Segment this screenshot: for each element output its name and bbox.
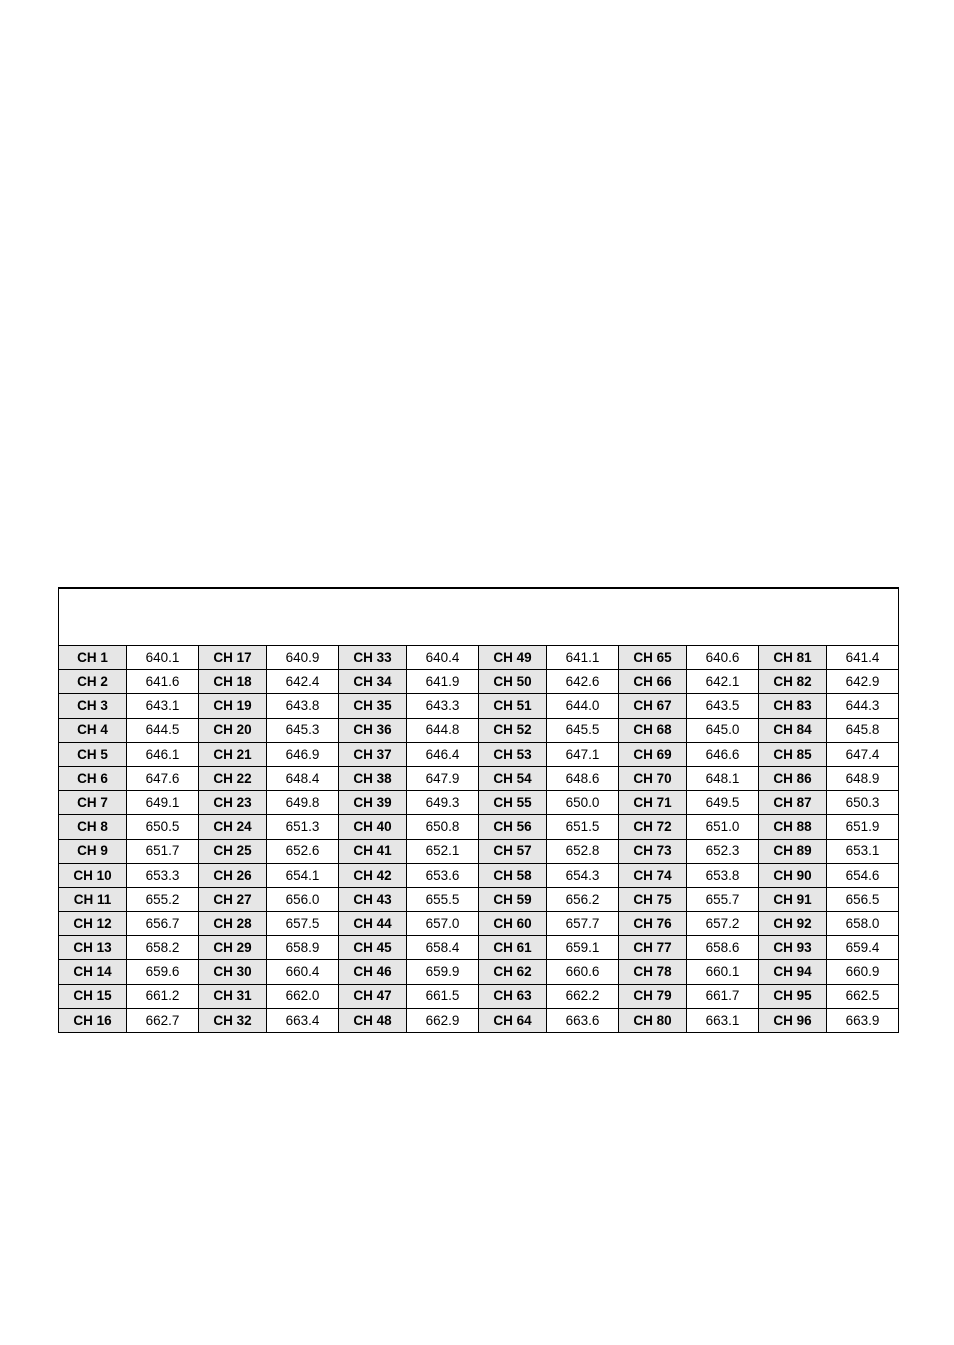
- frequency-value-cell: 655.2: [127, 887, 199, 911]
- frequency-value-cell: 662.5: [827, 984, 899, 1008]
- channel-label-cell: CH 19: [199, 694, 267, 718]
- frequency-value-cell: 661.7: [687, 984, 759, 1008]
- frequency-value-cell: 643.1: [127, 694, 199, 718]
- channel-label-cell: CH 13: [59, 936, 127, 960]
- frequency-value-cell: 656.5: [827, 887, 899, 911]
- frequency-value-cell: 655.7: [687, 887, 759, 911]
- channel-label-cell: CH 60: [479, 912, 547, 936]
- channel-label-cell: CH 66: [619, 670, 687, 694]
- frequency-value-cell: 660.1: [687, 960, 759, 984]
- frequency-value-cell: 640.4: [407, 646, 479, 670]
- table-row: [59, 670, 899, 694]
- channel-label-cell: CH 63: [479, 984, 547, 1008]
- frequency-value-cell: 647.1: [547, 742, 619, 766]
- frequency-value-cell: 650.3: [827, 791, 899, 815]
- frequency-value-cell: 645.3: [267, 718, 339, 742]
- channel-label-cell: CH 3: [59, 694, 127, 718]
- channel-label-cell: CH 20: [199, 718, 267, 742]
- frequency-value-cell: 643.3: [407, 694, 479, 718]
- channel-label-cell: CH 37: [339, 742, 407, 766]
- frequency-value-cell: 660.9: [827, 960, 899, 984]
- channel-label-cell: CH 11: [59, 887, 127, 911]
- channel-label-cell: CH 56: [479, 815, 547, 839]
- channel-label-cell: CH 68: [619, 718, 687, 742]
- frequency-value-cell: 663.9: [827, 1008, 899, 1032]
- channel-label-cell: CH 50: [479, 670, 547, 694]
- channel-label-cell: CH 25: [199, 839, 267, 863]
- frequency-value-cell: 651.3: [267, 815, 339, 839]
- table-row: [59, 1008, 899, 1032]
- channel-label-cell: CH 79: [619, 984, 687, 1008]
- frequency-value-cell: 656.2: [547, 887, 619, 911]
- frequency-value-cell: 659.6: [127, 960, 199, 984]
- channel-label-cell: CH 93: [759, 936, 827, 960]
- frequency-value-cell: 654.1: [267, 863, 339, 887]
- frequency-value-cell: 657.5: [267, 912, 339, 936]
- table-row: [59, 646, 899, 670]
- table-row: [59, 984, 899, 1008]
- channel-label-cell: CH 75: [619, 887, 687, 911]
- channel-label-cell: CH 83: [759, 694, 827, 718]
- frequency-value-cell: 663.1: [687, 1008, 759, 1032]
- frequency-value-cell: 648.9: [827, 766, 899, 790]
- table-row: [59, 960, 899, 984]
- frequency-value-cell: 644.8: [407, 718, 479, 742]
- frequency-value-cell: 657.2: [687, 912, 759, 936]
- channel-label-cell: CH 36: [339, 718, 407, 742]
- frequency-value-cell: 652.6: [267, 839, 339, 863]
- frequency-value-cell: 644.5: [127, 718, 199, 742]
- frequency-value-cell: 641.4: [827, 646, 899, 670]
- channel-label-cell: CH 18: [199, 670, 267, 694]
- frequency-value-cell: 653.3: [127, 863, 199, 887]
- channel-label-cell: CH 57: [479, 839, 547, 863]
- channel-label-cell: CH 81: [759, 646, 827, 670]
- frequency-value-cell: 651.5: [547, 815, 619, 839]
- frequency-value-cell: 640.9: [267, 646, 339, 670]
- frequency-value-cell: 649.1: [127, 791, 199, 815]
- channel-label-cell: CH 29: [199, 936, 267, 960]
- channel-label-cell: CH 49: [479, 646, 547, 670]
- frequency-value-cell: 662.0: [267, 984, 339, 1008]
- frequency-value-cell: 659.1: [547, 936, 619, 960]
- frequency-value-cell: 658.9: [267, 936, 339, 960]
- channel-label-cell: CH 51: [479, 694, 547, 718]
- channel-label-cell: CH 47: [339, 984, 407, 1008]
- frequency-value-cell: 640.1: [127, 646, 199, 670]
- channel-label-cell: CH 96: [759, 1008, 827, 1032]
- frequency-value-cell: 649.5: [687, 791, 759, 815]
- channel-label-cell: CH 23: [199, 791, 267, 815]
- channel-label-cell: CH 14: [59, 960, 127, 984]
- channel-label-cell: CH 84: [759, 718, 827, 742]
- channel-label-cell: CH 42: [339, 863, 407, 887]
- frequency-value-cell: 655.5: [407, 887, 479, 911]
- frequency-value-cell: 663.4: [267, 1008, 339, 1032]
- channel-label-cell: CH 27: [199, 887, 267, 911]
- channel-label-cell: CH 85: [759, 742, 827, 766]
- table-row: [59, 839, 899, 863]
- frequency-value-cell: 651.9: [827, 815, 899, 839]
- frequency-value-cell: 646.9: [267, 742, 339, 766]
- channel-label-cell: CH 45: [339, 936, 407, 960]
- frequency-value-cell: 643.8: [267, 694, 339, 718]
- channel-label-cell: CH 44: [339, 912, 407, 936]
- channel-label-cell: CH 90: [759, 863, 827, 887]
- channel-label-cell: CH 22: [199, 766, 267, 790]
- frequency-value-cell: 648.6: [547, 766, 619, 790]
- frequency-value-cell: 651.0: [687, 815, 759, 839]
- channel-label-cell: CH 94: [759, 960, 827, 984]
- channel-label-cell: CH 43: [339, 887, 407, 911]
- channel-label-cell: CH 67: [619, 694, 687, 718]
- channel-label-cell: CH 89: [759, 839, 827, 863]
- frequency-value-cell: 662.2: [547, 984, 619, 1008]
- channel-label-cell: CH 92: [759, 912, 827, 936]
- frequency-value-cell: 648.4: [267, 766, 339, 790]
- frequency-value-cell: 662.7: [127, 1008, 199, 1032]
- frequency-value-cell: 656.7: [127, 912, 199, 936]
- frequency-value-cell: 657.7: [547, 912, 619, 936]
- channel-label-cell: CH 8: [59, 815, 127, 839]
- table-row: [59, 791, 899, 815]
- channel-label-cell: CH 65: [619, 646, 687, 670]
- frequency-value-cell: 647.6: [127, 766, 199, 790]
- channel-label-cell: CH 72: [619, 815, 687, 839]
- channel-label-cell: CH 77: [619, 936, 687, 960]
- frequency-value-cell: 662.9: [407, 1008, 479, 1032]
- channel-label-cell: CH 86: [759, 766, 827, 790]
- frequency-value-cell: 649.3: [407, 791, 479, 815]
- frequency-value-cell: 658.6: [687, 936, 759, 960]
- channel-frequency-table: [58, 587, 899, 1033]
- table-row: [59, 912, 899, 936]
- channel-frequency-table-container: [58, 587, 897, 1033]
- channel-label-cell: CH 91: [759, 887, 827, 911]
- channel-label-cell: CH 88: [759, 815, 827, 839]
- frequency-value-cell: 659.4: [827, 936, 899, 960]
- frequency-value-cell: 663.6: [547, 1008, 619, 1032]
- frequency-value-cell: 652.8: [547, 839, 619, 863]
- frequency-value-cell: 661.2: [127, 984, 199, 1008]
- channel-label-cell: CH 7: [59, 791, 127, 815]
- frequency-value-cell: 660.4: [267, 960, 339, 984]
- channel-label-cell: CH 5: [59, 742, 127, 766]
- channel-label-cell: CH 30: [199, 960, 267, 984]
- channel-label-cell: CH 59: [479, 887, 547, 911]
- frequency-value-cell: 652.3: [687, 839, 759, 863]
- frequency-value-cell: 642.1: [687, 670, 759, 694]
- frequency-value-cell: 642.9: [827, 670, 899, 694]
- frequency-value-cell: 643.5: [687, 694, 759, 718]
- frequency-value-cell: 647.4: [827, 742, 899, 766]
- channel-label-cell: CH 52: [479, 718, 547, 742]
- channel-label-cell: CH 87: [759, 791, 827, 815]
- frequency-value-cell: 641.9: [407, 670, 479, 694]
- frequency-value-cell: 647.9: [407, 766, 479, 790]
- channel-label-cell: CH 95: [759, 984, 827, 1008]
- frequency-value-cell: 653.8: [687, 863, 759, 887]
- channel-label-cell: CH 41: [339, 839, 407, 863]
- frequency-value-cell: 654.6: [827, 863, 899, 887]
- channel-label-cell: CH 40: [339, 815, 407, 839]
- channel-label-cell: CH 78: [619, 960, 687, 984]
- frequency-value-cell: 657.0: [407, 912, 479, 936]
- channel-label-cell: CH 32: [199, 1008, 267, 1032]
- frequency-value-cell: 646.6: [687, 742, 759, 766]
- frequency-value-cell: 644.3: [827, 694, 899, 718]
- frequency-value-cell: 644.0: [547, 694, 619, 718]
- table-row: [59, 863, 899, 887]
- channel-label-cell: CH 24: [199, 815, 267, 839]
- channel-label-cell: CH 54: [479, 766, 547, 790]
- frequency-value-cell: 658.0: [827, 912, 899, 936]
- frequency-value-cell: 645.5: [547, 718, 619, 742]
- frequency-value-cell: 645.0: [687, 718, 759, 742]
- channel-label-cell: CH 80: [619, 1008, 687, 1032]
- table-header-row: [59, 588, 899, 646]
- channel-label-cell: CH 15: [59, 984, 127, 1008]
- channel-label-cell: CH 48: [339, 1008, 407, 1032]
- channel-label-cell: CH 61: [479, 936, 547, 960]
- frequency-value-cell: 651.7: [127, 839, 199, 863]
- channel-label-cell: CH 2: [59, 670, 127, 694]
- channel-label-cell: CH 82: [759, 670, 827, 694]
- channel-label-cell: CH 17: [199, 646, 267, 670]
- frequency-value-cell: 640.6: [687, 646, 759, 670]
- channel-label-cell: CH 34: [339, 670, 407, 694]
- table-row: [59, 694, 899, 718]
- frequency-value-cell: 661.5: [407, 984, 479, 1008]
- frequency-value-cell: 642.4: [267, 670, 339, 694]
- frequency-value-cell: 641.6: [127, 670, 199, 694]
- channel-label-cell: CH 1: [59, 646, 127, 670]
- frequency-value-cell: 660.6: [547, 960, 619, 984]
- table-header-cell: [59, 588, 899, 646]
- table-row: [59, 887, 899, 911]
- channel-label-cell: CH 6: [59, 766, 127, 790]
- channel-label-cell: CH 38: [339, 766, 407, 790]
- channel-label-cell: CH 46: [339, 960, 407, 984]
- frequency-value-cell: 650.5: [127, 815, 199, 839]
- frequency-value-cell: 641.1: [547, 646, 619, 670]
- table-row: [59, 766, 899, 790]
- channel-label-cell: CH 33: [339, 646, 407, 670]
- frequency-value-cell: 654.3: [547, 863, 619, 887]
- channel-label-cell: CH 35: [339, 694, 407, 718]
- frequency-value-cell: 653.1: [827, 839, 899, 863]
- channel-label-cell: CH 12: [59, 912, 127, 936]
- channel-label-cell: CH 28: [199, 912, 267, 936]
- channel-label-cell: CH 26: [199, 863, 267, 887]
- frequency-value-cell: 649.8: [267, 791, 339, 815]
- frequency-value-cell: 658.4: [407, 936, 479, 960]
- table-row: [59, 718, 899, 742]
- table-row: [59, 742, 899, 766]
- channel-label-cell: CH 58: [479, 863, 547, 887]
- channel-label-cell: CH 55: [479, 791, 547, 815]
- frequency-value-cell: 646.1: [127, 742, 199, 766]
- channel-label-cell: CH 71: [619, 791, 687, 815]
- channel-label-cell: CH 53: [479, 742, 547, 766]
- channel-label-cell: CH 39: [339, 791, 407, 815]
- frequency-value-cell: 645.8: [827, 718, 899, 742]
- channel-label-cell: CH 64: [479, 1008, 547, 1032]
- channel-label-cell: CH 31: [199, 984, 267, 1008]
- frequency-value-cell: 648.1: [687, 766, 759, 790]
- channel-label-cell: CH 74: [619, 863, 687, 887]
- frequency-value-cell: 658.2: [127, 936, 199, 960]
- channel-label-cell: CH 70: [619, 766, 687, 790]
- channel-label-cell: CH 10: [59, 863, 127, 887]
- channel-label-cell: CH 62: [479, 960, 547, 984]
- frequency-value-cell: 650.8: [407, 815, 479, 839]
- channel-label-cell: CH 73: [619, 839, 687, 863]
- table-row: [59, 936, 899, 960]
- channel-label-cell: CH 9: [59, 839, 127, 863]
- table-row: [59, 815, 899, 839]
- frequency-value-cell: 652.1: [407, 839, 479, 863]
- frequency-value-cell: 642.6: [547, 670, 619, 694]
- channel-label-cell: CH 16: [59, 1008, 127, 1032]
- frequency-value-cell: 656.0: [267, 887, 339, 911]
- channel-label-cell: CH 76: [619, 912, 687, 936]
- frequency-value-cell: 646.4: [407, 742, 479, 766]
- channel-label-cell: CH 21: [199, 742, 267, 766]
- channel-label-cell: CH 69: [619, 742, 687, 766]
- frequency-value-cell: 653.6: [407, 863, 479, 887]
- channel-label-cell: CH 4: [59, 718, 127, 742]
- frequency-value-cell: 659.9: [407, 960, 479, 984]
- frequency-value-cell: 650.0: [547, 791, 619, 815]
